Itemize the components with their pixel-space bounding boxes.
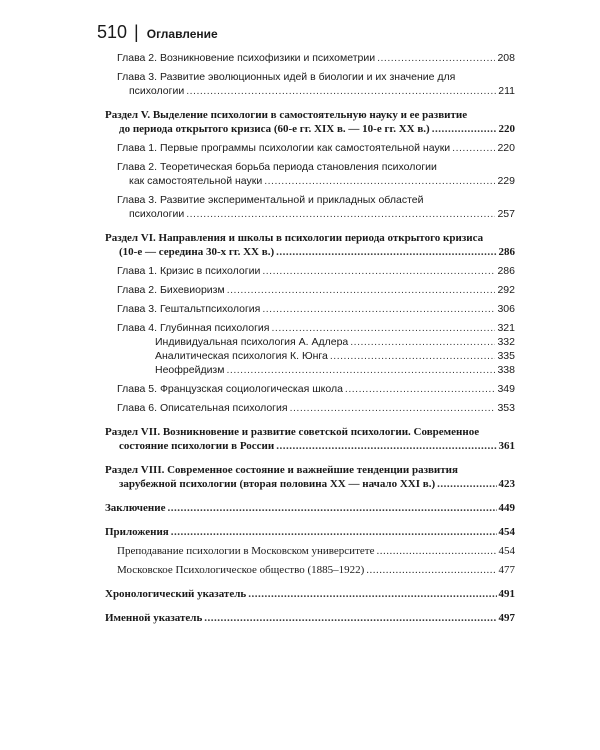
- dot-leader: [376, 544, 496, 558]
- toc-entry-page: 361: [498, 440, 515, 452]
- dot-leader: [262, 302, 495, 316]
- toc-entry[interactable]: [105, 264, 515, 278]
- toc-entry-page: 292: [497, 284, 515, 296]
- header-separator: |: [134, 22, 139, 42]
- dot-leader: [262, 264, 495, 278]
- dot-leader: [290, 401, 496, 415]
- dot-leader: [226, 363, 495, 377]
- toc-entry[interactable]: [105, 283, 515, 297]
- toc-section-title-cont: (10-е — середина 30-х гг. XX в.): [119, 246, 275, 258]
- toc-entry[interactable]: [105, 193, 515, 221]
- dot-leader: [227, 283, 496, 297]
- toc-entry-page: 454: [498, 526, 515, 538]
- toc-entry-title: Глава 1. Первые программы психологии как самостоятельной науки: [117, 142, 451, 154]
- toc-subentry[interactable]: [105, 349, 515, 363]
- toc-entry-page: 477: [498, 564, 515, 576]
- dot-leader: [171, 525, 497, 539]
- page-header: [97, 22, 218, 43]
- table-of-contents: [105, 51, 515, 625]
- toc-entry-title: Глава 3. Развитие экспериментальной и прикладных областей: [117, 194, 424, 206]
- toc-entry-title: Глава 2. Возникновение психофизики и психометрии: [117, 52, 376, 64]
- toc-section-title: Раздел V. Выделение психологии в самостоятельную науку и ее развитие: [105, 109, 468, 121]
- toc-entry-title-cont: психологии: [129, 85, 185, 97]
- dot-leader: [350, 335, 495, 349]
- dot-leader: [248, 587, 496, 601]
- dot-leader: [186, 84, 496, 98]
- dot-leader: [452, 141, 495, 155]
- toc-entry[interactable]: [105, 160, 515, 188]
- dot-leader: [377, 51, 495, 65]
- toc-entry-page: 349: [497, 383, 515, 395]
- toc-entry-page: 229: [497, 175, 515, 187]
- toc-section-title-cont: зарубежной психологии (вторая половина XX — начало XXI в.): [119, 478, 436, 490]
- toc-entry-page: 332: [497, 336, 515, 348]
- toc-entry-title: Глава 4. Глубинная психология: [117, 322, 270, 334]
- toc-subentry[interactable]: [105, 335, 515, 349]
- toc-entry-page: 454: [498, 545, 515, 557]
- toc-entry-page: 220: [497, 142, 515, 154]
- toc-section-title: Раздел VII. Возникновение и развитие советской психологии. Современное: [105, 426, 480, 438]
- dot-leader: [276, 245, 496, 259]
- toc-entry-page: 338: [497, 364, 515, 376]
- dot-leader: [204, 611, 496, 625]
- toc-section-title: Раздел VIII. Современное состояние и важнейшие тенденции развития: [105, 464, 458, 476]
- toc-section-title-cont: до периода открытого кризиса (60-е гг. XIX в. — 10-е гг. XX в.): [119, 123, 430, 135]
- dot-leader: [330, 349, 496, 363]
- toc-entry-page: 208: [497, 52, 515, 64]
- toc-subentry-title: Индивидуальная психология А. Адлера: [155, 336, 349, 348]
- toc-section[interactable]: [105, 108, 515, 136]
- toc-entry-page: 220: [498, 123, 515, 135]
- toc-entry-page: 423: [498, 478, 515, 490]
- toc-section[interactable]: [105, 525, 515, 539]
- toc-entry-title: Глава 6. Описательная психология: [117, 402, 288, 414]
- dot-leader: [271, 321, 495, 335]
- toc-subentry-title: Неофрейдизм: [155, 364, 225, 376]
- toc-entry-page: 497: [498, 612, 515, 624]
- toc-entry[interactable]: [105, 401, 515, 415]
- toc-section[interactable]: [105, 611, 515, 625]
- toc-entry-title: Московское Психологическое общество (1885–1922): [117, 564, 365, 576]
- toc-section[interactable]: [105, 587, 515, 601]
- toc-entry-title-cont: как самостоятельной науки: [129, 175, 263, 187]
- toc-entry[interactable]: [105, 563, 515, 577]
- toc-section-title: Приложения: [105, 526, 169, 538]
- toc-entry[interactable]: [105, 544, 515, 558]
- toc-entry[interactable]: [105, 302, 515, 316]
- dot-leader: [264, 174, 495, 188]
- toc-entry[interactable]: [105, 321, 515, 335]
- toc-entry-title: Глава 3. Развитие эволюционных идей в биологии и их значение для: [117, 71, 456, 83]
- toc-entry-title: Глава 1. Кризис в психологии: [117, 265, 261, 277]
- dot-leader: [437, 477, 496, 491]
- toc-section[interactable]: [105, 501, 515, 515]
- toc-entry-page: 286: [498, 246, 515, 258]
- toc-entry[interactable]: [105, 51, 515, 65]
- toc-entry-page: 491: [498, 588, 515, 600]
- toc-entry[interactable]: [105, 141, 515, 155]
- toc-entry-page: 335: [497, 350, 515, 362]
- toc-entry-page: 286: [497, 265, 515, 277]
- toc-entry-title-cont: психологии: [129, 208, 185, 220]
- toc-entry-title: Глава 5. Французская социологическая школа: [117, 383, 343, 395]
- toc-entry-page: 449: [498, 502, 515, 514]
- toc-section-title: Раздел VI. Направления и школы в психологии периода открытого кризиса: [105, 232, 484, 244]
- toc-section-title: Хронологический указатель: [105, 588, 247, 600]
- toc-section-title: Именной указатель: [105, 612, 203, 624]
- toc-entry[interactable]: [105, 382, 515, 396]
- toc-entry[interactable]: [105, 70, 515, 98]
- toc-entry-page: 306: [497, 303, 515, 315]
- page-number: 510: [97, 22, 128, 42]
- toc-entry-title: Глава 3. Гештальтпсихология: [117, 303, 261, 315]
- dot-leader: [167, 501, 496, 515]
- dot-leader: [345, 382, 496, 396]
- dot-leader: [432, 122, 497, 136]
- dot-leader: [276, 439, 496, 453]
- toc-section-title-cont: состояние психологии в России: [119, 440, 275, 452]
- toc-entry-page: 211: [498, 85, 515, 97]
- toc-section[interactable]: [105, 463, 515, 491]
- toc-entry-page: 353: [497, 402, 515, 414]
- dot-leader: [366, 563, 496, 577]
- toc-subentry[interactable]: [105, 363, 515, 377]
- toc-entry-page: 257: [497, 208, 515, 220]
- toc-section-title: Заключение: [105, 502, 166, 514]
- toc-subentry-title: Аналитическая психология К. Юнга: [155, 350, 328, 362]
- dot-leader: [186, 207, 495, 221]
- toc-entry-title: Преподавание психологии в Московском университете: [117, 545, 375, 557]
- toc-section[interactable]: [105, 231, 515, 259]
- toc-entry-title: Глава 2. Бихевиоризм: [117, 284, 225, 296]
- header-title: Оглавление: [146, 27, 218, 41]
- toc-entry-page: 321: [497, 322, 515, 334]
- toc-section[interactable]: [105, 425, 515, 453]
- toc-entry-title: Глава 2. Теоретическая борьба периода становления психологии: [117, 161, 437, 173]
